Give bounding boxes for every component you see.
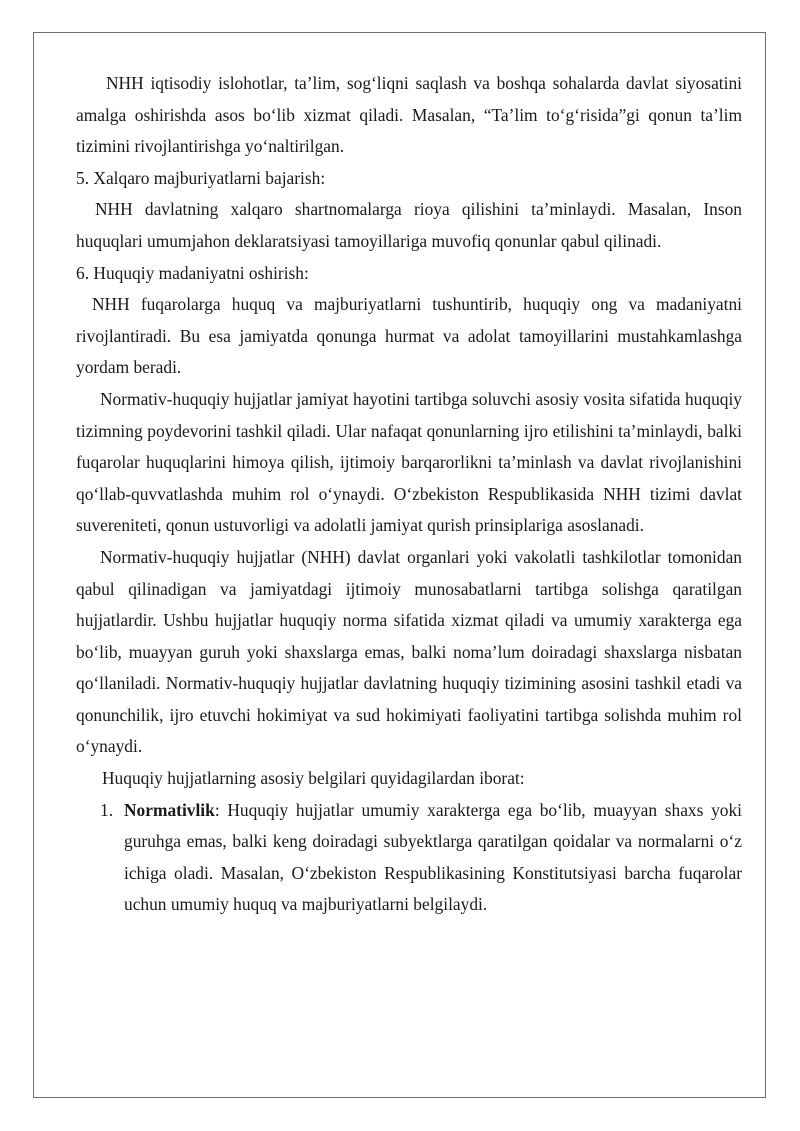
document-body	[76, 68, 742, 921]
paragraph-state-policy: NHH iqtisodiy islohotlar, ta’lim, sog‘liqni saqlash va boshqa sohalarda davlat siyosatini amalga oshirishda asos bo‘lib xizmat qiladi. Masalan, “Ta’lim to‘g‘risida”gi qonun ta’lim tizimini rivojlantirishga yo‘naltirilgan.	[76, 73, 742, 157]
paragraph-features-intro: Huquqiy hujjatlarning asosiy belgilari quyidagilardan iborat:	[102, 768, 525, 789]
list-item	[76, 795, 742, 921]
paragraph-legal-culture: NHH fuqarolarga huquq va majburiyatlarni tushuntirib, huquqiy ong va madaniyatni rivojlantiradi. Bu esa jamiyatda qonunga hurmat va adolat tamoyillarini mustahkamlashga yordam beradi.	[76, 294, 742, 378]
heading-international-obligations: 5. Xalqaro majburiyatlarni bajarish:	[76, 167, 326, 188]
paragraph-international-obligations: NHH davlatning xalqaro shartnomalarga rioya qilishini ta’minlaydi. Masalan, Inson huquqlari umumjahon deklaratsiyasi tamoyillariga muvofiq qonunlar qabul qilinadi.	[76, 199, 742, 251]
paragraph-legal-system-foundation: Normativ-huquqiy hujjatlar jamiyat hayotini tartibga soluvchi asosiy vosita sifatida huquqiy tizimning poydevorini tashkil qiladi. Ular nafaqat qonunlarning ijro etilishini ta’minlaydi, balki fuqarolar huquqlarini himoya qilish, ijtimoiy barqarorlikni ta’minlash va davlat rivojlanishini qo‘llab-quvvatlashda muhim rol o‘ynaydi. O‘zbekiston Respublikasida NHH tizimi davlat suvereniteti, qonun ustuvorligi va adolatli jamiyat qurish prinsiplariga asoslanadi.	[76, 388, 742, 536]
list-item-text: : Huquqiy hujjatlar umumiy xarakterga ega bo‘lib, muayyan shaxs yoki guruhga emas, balki keng doiradagi subyektlarga qaratilgan qoidalar va normalarni o‘z ichiga oladi. Masalan, O‘zbekiston Respublikasining Konstitutsiyasi barcha fuqarolar uchun umumiy huquq va majburiyatlarni belgilaydi.	[124, 799, 742, 915]
features-list	[76, 795, 742, 921]
list-item-number: 1.	[100, 799, 114, 820]
paragraph-nhh-definition: Normativ-huquqiy hujjatlar (NHH) davlat organlari yoki vakolatli tashkilotlar tomonidan qabul qilinadigan va jamiyatdagi ijtimoiy munosabatlarni tartibga solishga qaratilgan hujjatlardir. Ushbu hujjatlar huquqiy norma sifatida xizmat qiladi va umumiy xarakterga ega bo‘lib, muayyan guruh yoki shaxslarga emas, balki noma’lum doiradagi shaxslarga nisbatan qo‘llaniladi. Normativ-huquqiy hujjatlar davlatning huquqiy tizimining asosini tashkil etadi va qonunchilik, ijro etuvchi hokimiyat va sud hokimiyati faoliyatini tartibga solishda muhim rol o‘ynaydi.	[76, 546, 742, 757]
heading-legal-culture: 6. Huquqiy madaniyatni oshirish:	[76, 262, 309, 283]
list-item-term: Normativlik	[124, 799, 215, 820]
